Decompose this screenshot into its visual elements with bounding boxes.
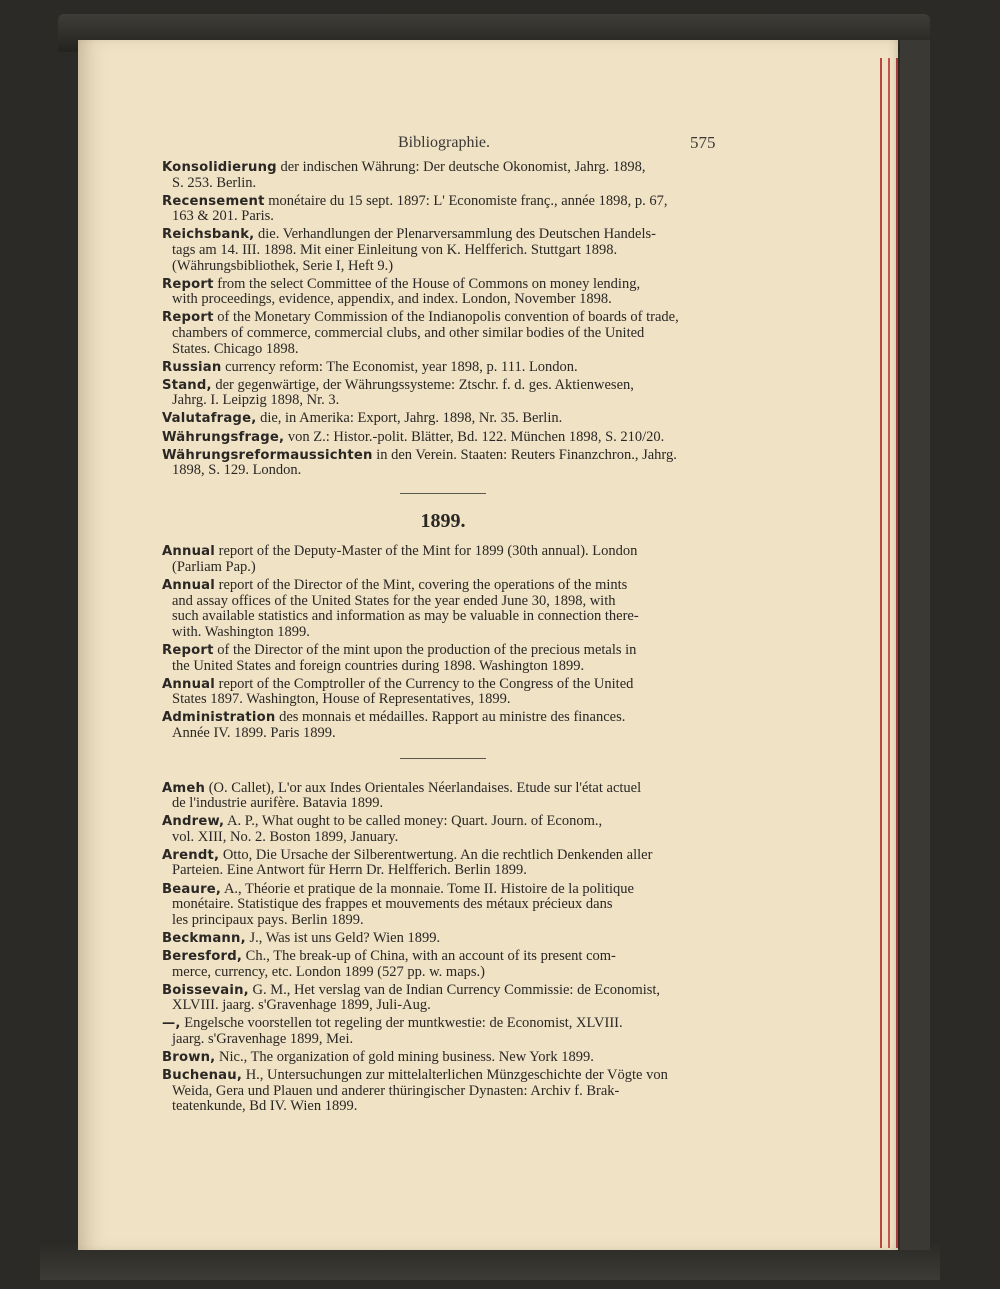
entry-line [162, 259, 724, 275]
entry-text: with. Washington 1899. [172, 623, 310, 640]
section-1899-official [162, 544, 724, 741]
entry-line [162, 949, 724, 965]
entry-text: States 1897. Washington, House of Representatives, 1899. [172, 691, 511, 708]
entry-heading: Währungsreformaussichten [162, 447, 373, 463]
entry-heading: Report [162, 276, 214, 292]
bibliography-content [162, 160, 724, 1117]
entry-text: monétaire. Statistique des frappes et mouvements des métaux précieux dans [172, 896, 613, 913]
entry-line [162, 983, 724, 999]
entry-heading: Reichsbank, [162, 227, 255, 243]
entry-line [162, 863, 724, 879]
entry-text: Engelsche voorstellen tot regeling der muntkwestie: de Economist, XLVIII. [180, 1015, 623, 1032]
entry-text: XLVIII. jaarg. s'Gravenhage 1899, Juli-Aug. [172, 997, 431, 1014]
entry-text: (Parliam Pap.) [172, 558, 256, 575]
entry-line [162, 227, 724, 243]
entry-text: A. P., What ought to be called money: Quart. Journ. of Econom., [224, 813, 603, 830]
running-header: Bibliographie. [398, 134, 490, 151]
entry-line [162, 448, 724, 464]
entry-text: der gegenwärtige, der Währungssysteme: Ztschr. f. d. ges. Aktienwesen, [211, 376, 634, 393]
entry-text: of the Director of the mint upon the production of the precious metals in [213, 641, 637, 658]
entry-text: les principaux pays. Berlin 1899. [172, 911, 364, 928]
entry-line [162, 659, 724, 675]
entry-line [162, 560, 724, 576]
entry-line [162, 625, 724, 641]
entry-text: der indischen Währung: Der deutsche Okonomist, Jahrg. 1898, [276, 159, 646, 175]
bibliography-entry [162, 1068, 724, 1115]
entry-line [162, 243, 724, 259]
entry-heading: Stand, [162, 377, 212, 393]
bibliography-entry [162, 378, 724, 409]
entry-text: S. 253. Berlin. [172, 174, 257, 191]
bibliography-entry [162, 931, 724, 947]
entry-text: currency reform: The Economist, year 1898, p. 111. London. [221, 358, 578, 375]
bibliography-entry [162, 848, 724, 879]
entry-heading: Buchenau, [162, 1068, 243, 1084]
entry-line [162, 342, 724, 358]
page-number: 575 [690, 133, 716, 152]
entry-line [162, 411, 724, 427]
bibliography-entry [162, 544, 724, 575]
entry-heading: Valutafrage, [162, 411, 257, 427]
bibliography-entry [162, 194, 724, 225]
entry-heading: Russian [162, 359, 222, 375]
section-divider [400, 493, 486, 494]
entry-text: merce, currency, etc. London 1899 (527 pp. w. maps.) [172, 963, 485, 980]
entry-heading: Beaure, [162, 881, 222, 897]
entry-heading: Administration [162, 710, 276, 726]
bibliography-entry [162, 677, 724, 708]
entry-heading: Recensement [162, 193, 265, 209]
entry-text: and assay offices of the United States for the year ended June 30, 1898, with [172, 592, 616, 609]
entry-heading: Arendt, [162, 847, 220, 863]
bibliography-entry [162, 710, 724, 741]
entry-heading: Report [162, 310, 214, 326]
entry-line [162, 1032, 724, 1048]
entry-line [162, 1050, 724, 1066]
entry-line [162, 292, 724, 308]
entry-line [162, 277, 724, 293]
entry-text: (Währungsbibliothek, Serie I, Heft 9.) [172, 257, 394, 274]
entry-line [162, 781, 724, 797]
entry-heading: Andrew, [162, 814, 225, 830]
entry-line [162, 378, 724, 394]
bibliography-entry [162, 643, 724, 674]
entry-text: chambers of commerce, commercial clubs, and other similar bodies of the United [172, 324, 645, 341]
entry-line [162, 796, 724, 812]
entry-text: Parteien. Eine Antwort für Herrn Dr. Helfferich. Berlin 1899. [172, 862, 527, 879]
entry-text: 1898, S. 129. London. [172, 462, 302, 479]
entry-text: such available statistics and information as may be valuable in connection there- [172, 608, 639, 625]
entry-line [162, 209, 724, 225]
year-heading: 1899. [420, 509, 466, 532]
entry-text: teatenkunde, Bd IV. Wien 1899. [172, 1098, 358, 1115]
entry-line [162, 1084, 724, 1100]
entry-text: tags am 14. III. 1898. Mit einer Einleitung von K. Helfferich. Stuttgart 1898. [172, 241, 618, 258]
entry-line [162, 463, 724, 479]
bibliography-entry [162, 411, 724, 427]
entry-text: in den Verein. Staaten: Reuters Finanzchron., Jahrg. [372, 446, 677, 463]
entry-line [162, 710, 724, 726]
bibliography-entry [162, 448, 724, 479]
entry-line [162, 931, 724, 947]
bibliography-entry [162, 277, 724, 308]
entry-line [162, 848, 724, 864]
entry-line [162, 609, 724, 625]
page-edge-red [888, 58, 890, 1248]
entry-text: G. M., Het verslag van de Indian Currency Commissie: de Economist, [248, 981, 661, 998]
entry-text: report of the Comptroller of the Currency to the Congress of the United [215, 675, 634, 692]
page-edge-red [896, 58, 898, 1248]
entry-text: Weida, Gera und Plauen und anderer thüringischer Dynasten: Archiv f. Brak- [172, 1082, 620, 1099]
bibliography-entry [162, 1016, 724, 1047]
entry-line [162, 692, 724, 708]
entry-line [162, 677, 724, 693]
entry-heading: Konsolidierung [162, 160, 277, 175]
entry-text: report of the Deputy-Master of the Mint for 1899 (30th annual). London [215, 543, 638, 560]
entry-text: Année IV. 1899. Paris 1899. [172, 724, 336, 741]
entry-text: Ch., The break-up of China, with an account of its present com- [242, 947, 616, 964]
entry-line [162, 194, 724, 210]
entry-line [162, 310, 724, 326]
entry-text: 163 & 201. Paris. [172, 208, 274, 225]
entry-text: H., Untersuchungen zur mittelalterlichen Münzgeschichte der Vögte von [242, 1067, 668, 1084]
bibliography-entry [162, 430, 724, 446]
entry-text: jaarg. s'Gravenhage 1899, Mei. [172, 1030, 354, 1047]
bibliography-entry [162, 882, 724, 929]
bibliography-entry [162, 360, 724, 376]
entry-line [162, 1068, 724, 1084]
entry-line [162, 897, 724, 913]
entry-line [162, 594, 724, 610]
entry-text: (O. Callet), L'or aux Indes Orientales Néerlandaises. Etude sur l'état actuel [205, 779, 642, 796]
entry-line [162, 544, 724, 560]
page-edge-red [880, 58, 882, 1248]
entry-line [162, 176, 724, 192]
entry-line [162, 1099, 724, 1115]
entry-heading: Beresford, [162, 948, 243, 964]
entry-line [162, 965, 724, 981]
bibliography-entry [162, 578, 724, 640]
entry-heading: Annual [162, 578, 215, 594]
entry-line [162, 393, 724, 409]
entry-line [162, 726, 724, 742]
entry-text: von Z.: Histor.-polit. Blätter, Bd. 122. München 1898, S. 210/20. [284, 428, 665, 445]
entry-heading: Ameh [162, 780, 206, 796]
entry-text: the United States and foreign countries during 1898. Washington 1899. [172, 657, 585, 674]
entry-text: vol. XIII, No. 2. Boston 1899, January. [172, 828, 399, 845]
entry-text: of the Monetary Commission of the Indianopolis convention of boards of trade, [213, 309, 679, 326]
entry-line [162, 882, 724, 898]
entry-line [162, 160, 724, 176]
entry-text: die. Verhandlungen der Plenarversammlung des Deutschen Handels- [254, 226, 656, 243]
entry-heading: Währungsfrage, [162, 429, 285, 445]
entry-heading: Report [162, 642, 214, 658]
entry-line [162, 913, 724, 929]
entry-text: from the select Committee of the House of Commons on money lending, [213, 275, 641, 292]
bibliography-entry [162, 781, 724, 812]
entry-line [162, 643, 724, 659]
bibliography-entry [162, 227, 724, 274]
entry-heading: —, [162, 1016, 181, 1032]
entry-line [162, 814, 724, 830]
entry-line [162, 360, 724, 376]
entry-text: die, in Amerika: Export, Jahrg. 1898, Nr. 35. Berlin. [256, 410, 563, 427]
entry-line [162, 1016, 724, 1032]
entry-heading: Annual [162, 544, 215, 560]
entry-line [162, 998, 724, 1014]
book-cover-edge [900, 40, 930, 1250]
bibliography-entry [162, 949, 724, 980]
entry-text: Otto, Die Ursache der Silberentwertung. An die rechtlich Denkenden aller [219, 846, 653, 863]
section-1899-authors [162, 781, 724, 1115]
entry-text: with proceedings, evidence, appendix, and index. London, November 1898. [172, 291, 612, 308]
entry-text: A., Théorie et pratique de la monnaie. Tome II. Histoire de la politique [221, 880, 634, 897]
entry-heading: Beckmann, [162, 930, 246, 946]
section-1898 [162, 160, 724, 479]
entry-text: de l'industrie aurifère. Batavia 1899. [172, 795, 384, 812]
entry-heading: Brown, [162, 1050, 216, 1065]
entry-heading: Annual [162, 676, 215, 692]
entry-text: Nic., The organization of gold mining business. New York 1899. [215, 1049, 594, 1065]
entry-line [162, 326, 724, 342]
entry-text: monétaire du 15 sept. 1897: L' Economiste franç., année 1898, p. 67, [264, 192, 668, 209]
entry-line [162, 830, 724, 846]
bibliography-entry [162, 160, 724, 191]
entry-line [162, 578, 724, 594]
entry-text: J., Was ist uns Geld? Wien 1899. [245, 929, 441, 946]
entry-text: report of the Director of the Mint, covering the operations of the mints [215, 577, 628, 594]
entry-text: Jahrg. I. Leipzig 1898, Nr. 3. [172, 392, 340, 409]
entry-line [162, 430, 724, 446]
bibliography-entry [162, 310, 724, 357]
entry-heading: Boissevain, [162, 982, 249, 998]
bibliography-entry [162, 983, 724, 1014]
bibliography-entry [162, 814, 724, 845]
entry-text: States. Chicago 1898. [172, 340, 299, 357]
entry-text: des monnais et médailles. Rapport au ministre des finances. [275, 709, 626, 726]
bibliography-entry [162, 1050, 724, 1066]
